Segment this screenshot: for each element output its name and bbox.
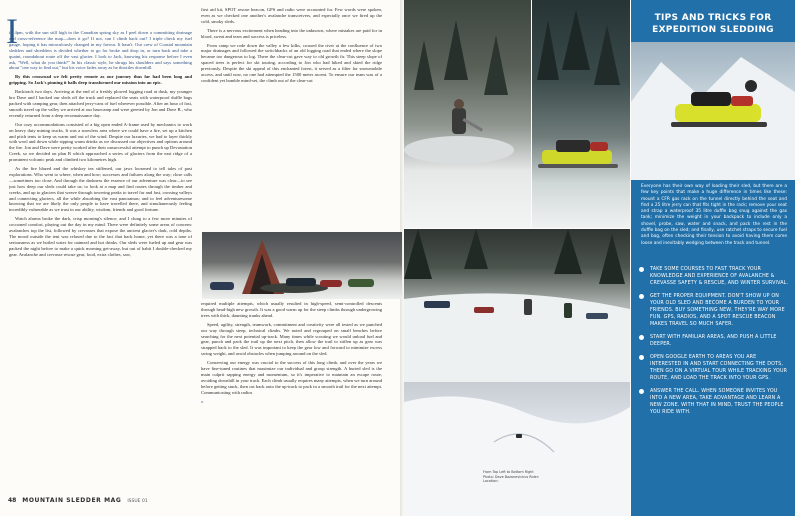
bullet-icon xyxy=(639,389,644,394)
drop-cap: I xyxy=(6,11,18,51)
digging-illustration xyxy=(404,0,531,228)
bullet-icon xyxy=(639,267,644,272)
article-paragraph: As the fire blazed and the whiskey tea stiffened, our jaws loosened to tell tales of past explorations. Who went to where, when and how; successes and failures along the way; close calls—sometimes too close. And through the darkness the essence of our adventure was clear—to see just how deep our sleds could take us; to look at a map and find routes through the timber and creeks, and up to glaciers that weave through towering peaks to travel far and fast, crossing valleys and connecting glaciers, all the while absorbing the vast panoramas; and to feel adventuresome knowing that we are likely the only people to have travelled there, and simultaneously feeling incredibly vulnerable as we trust in our ability, wisdom, friends and good fortune. xyxy=(9,166,192,213)
article-paragraph: Speed, agility, strength, teamwork, commitment and creativity were all tested as we punched our way through steep, technical climbs. We noted and regrouped on small benches before searching for the next potential up-track. Many times while scouting we would unload fuel and gear, punch and pack the trail up the next pitch, then allow the trail to stiffen up as gear was strapped back to the sled. It was important to keep the gear low and forward to minimize excess swing weight, and avoid obstacles when jumping around on the sled. xyxy=(201,321,382,357)
sidebar-sled-illustration xyxy=(631,42,795,180)
tip-text: OPEN GOOGLE EARTH TO AREAS YOU ARE INTERESTED IN AND START CONNECTING THE DOTS, THEN GO ON A VIRTUAL TOUR WHILE TRACKING YOUR ROUTE, AND LOAD THE TRACK INTO YOUR GPS. xyxy=(650,355,788,381)
bullet-icon xyxy=(639,355,644,360)
article-paragraph: Conserving our energy was crucial to the success of this long climb, and over the years we have fine-tuned routines that maximize our individual and group strength. A buried sled is the main culprit sapping energy and momentum, so it's imperative to maintain an escape route, avoiding downhill in your track. Each climb usually requires many attempts, when we turn around before getting stuck, then cut back onto the up-track to pack in a smooth trail for the next attempt. Communicating with radios xyxy=(201,360,382,395)
article-paragraph: From camp we rode down the valley a few kilks, crossed the river at the confluence of two major drainages and followed the switchbacks of an old logging road that ended where the slope became too dangerous to log. There the clear-cut gave way to old growth fir. This steep slope of spaced trees is perfect for ski touring, according to Jon who had hiked and skied the ridge previously. Despite the ski appeal of this enchanted forest, it served as a filter for snowmobile access, and until now, no one had attempted the 1500 meter ascent. To ensure our team was of a confident yet humble mind-set, the climb out of the clear-cut xyxy=(201,42,382,83)
article-column-3 xyxy=(201,301,382,465)
bullet-icon xyxy=(639,294,644,299)
article-paragraph: required multiple attempts, which usually resulted in high-speed, semi-controlled descents through head-high new growth. It was a good warm up for the steep climbs through undergrowing trees with thick, daunting trunks ahead. xyxy=(201,301,382,318)
article-paragraph: t's 4pm, with the sun still high in the Canadian spring sky as I peel down a committing drainage and cross-reference the map—does it go? If not, can I climb back out? I triple check my fuel gauge, hoping it has miraculously changed in my favour. It hasn't. Our crew of Coastal mountain sledders and shredders is divided whether to go for broke and drop in, or turn back and take a quaint, roundabout route off the vast glacier. I look to Jack, knowing his response before I even ask, "Well, what do you think?" In his classic style, he shrugs his shoulders and says something about "one way to find out," but his voice fades away as he throttles downhill. xyxy=(9,30,192,71)
bullet-icon xyxy=(639,335,644,340)
article-paragraph: Backtrack two days. Arriving at the end of a freshly plowed logging road at dusk, my younger bro Dave and I backed our sleds off the truck and replaced the seats with waterproof duffle bags packed with camping gear, then attached jerry-cans of fuel wherever possible. After an hour of fast, smooth travel up the valley we arrived at our basecamp and were greeted by Jon and Dave B., who recently returned from a deep reconnaissance day. xyxy=(9,89,192,118)
tip-item xyxy=(639,354,789,382)
sidebar-title: TIPS AND TRICKS FOR EXPEDITION SLEDDING xyxy=(652,13,774,35)
page-number: 48 xyxy=(8,497,17,504)
article-paragraph: By this crossroad we felt pretty remote as our journey thus far had been long and gripping. So Jack's pinning it balls deep transformed our mission into an epic. xyxy=(9,74,192,86)
tip-item xyxy=(639,334,789,348)
photo-snow-slope xyxy=(404,382,630,516)
photo-digging-snow xyxy=(404,0,531,228)
photo-loaded-sled xyxy=(532,0,630,228)
article-paragraph: first aid kit, SPOT rescue beacon, GPS and radio were accounted for. Few words were spoken, even as we checked one another's avalanche transceivers, and especially once we fired up the cold, smoky sleds. xyxy=(201,7,382,24)
issue-label: ISSUE 01 xyxy=(127,499,148,504)
continued-mark: » xyxy=(201,399,204,405)
article-paragraph: Watch alarms broke the dark, crisp morning's silence, and I clung to a few more minutes of cocooned comfort, playing out the day in my mind. There were definitely some areas of concern: avalanches top the list, followed by crevasses that expose the ancient glacier's dark, cold depths. The mood outside the tent was relaxed due to the fact that back home, yet there was a tone of seriousness as we boiled water for oatmeal and hot drinks. Our sleds were fueled up and gear was packed the night before to make a quick morning get-away, but out of habit I double-checked my gear. Avalanche and crevasse rescue gear, food, extra clothes, saw, xyxy=(9,216,192,257)
tip-item xyxy=(639,293,789,328)
tips-list xyxy=(639,266,789,422)
tip-text: GET THE PROPER EQUIPMENT. DON'T SHOW UP ON YOUR OLD SLED AND BECOME A BURDEN TO YOUR FRIENDS. BUY SOMETHING NEW, THEY'RE WAY MORE FUN. GPS, RADIOS, AND A SPOT RESCUE BEACON MAKES TRAVEL SO MUCH SAFER. xyxy=(650,294,785,327)
tip-item xyxy=(639,388,789,416)
tip-text: ANSWER THE CALL. WHEN SOMEONE INVITES YOU INTO A NEW AREA, TAKE ADVANTAGE AND LEARN A NEW ZONE. WITH THAT IN MIND, TRUST THE PEOPLE YOU RIDE WITH. xyxy=(650,389,784,415)
sidebar-intro: Everyone has their own way of loading their sled, but there are a few key points that make a huge difference in times like these: mount a CFR gas rack on the tunnel directly behind the seat and find a 25 litre jerry can that fits tight in the rack; remove your seat and strap a waterproof 35 litre duffle bag snug against the gas tank; minimize the weight in your backpack to include only a shovel, probe, saw, water and snack, and pack the rest in the duffle bag on the sled; and finally, use ratchet straps to secure fuel and bag, often checking their tension to avoid having them come loose and inevitably wedging between the track and tunnel. xyxy=(641,184,787,246)
tips-sidebar xyxy=(631,0,795,516)
tip-item xyxy=(639,266,789,287)
article-column-1 xyxy=(9,30,192,480)
tip-text: START WITH FAMILIAR AREAS, AND PUSH A LITTLE DEEPER. xyxy=(650,335,777,347)
group-slope-illustration xyxy=(404,229,630,382)
page-footer xyxy=(8,497,148,506)
photo-group-on-slope xyxy=(404,229,630,382)
tip-text: TAKE SOME COURSES TO FAST TRACK YOUR KNOWLEDGE AND EXPERIENCE OF AVALANCHE & CREVASSE SAFETY & RESCUE, AND WINTER SURVIVAL. xyxy=(650,267,789,286)
magazine-name: MOUNTAIN SLEDDER MAG xyxy=(22,497,122,504)
article-paragraph: There is a nervous excitement when heading into the unknown, where mistakes are paid for in blood, sweat and tears and success is priceless. xyxy=(201,27,382,39)
sled-illustration xyxy=(532,0,630,228)
photo-campsite-tent xyxy=(202,232,402,299)
snow-slope-illustration xyxy=(404,382,630,516)
photo-caption: From Top Left to Bottom Right Photo: Dave Bazanevichus Rider: Location: xyxy=(483,470,540,484)
sidebar-photo-sled xyxy=(631,42,795,180)
article-column-2 xyxy=(201,7,382,229)
article-paragraph: Our cozy accommodations consisted of a big open ended A-frame used by mechanics to work on heavy duty mining trucks. It was a snowless area where we could have a fire, set up a kitchen and pitch tents to keep us warm and out of the wind. Despite our luxuries, we had to layer thickly with wool and down while sipping warm drinks as we discussed our objectives and options around the fire. Jon and Dave were pretty worked after their unsuccessful attempt to punch up Devastation Creek, so we decided on plan B which approached a series of glaciers from the east ridge of a prominent volcanic peak and climbed two kilometres high. xyxy=(9,121,192,163)
campsite-illustration xyxy=(202,232,402,299)
